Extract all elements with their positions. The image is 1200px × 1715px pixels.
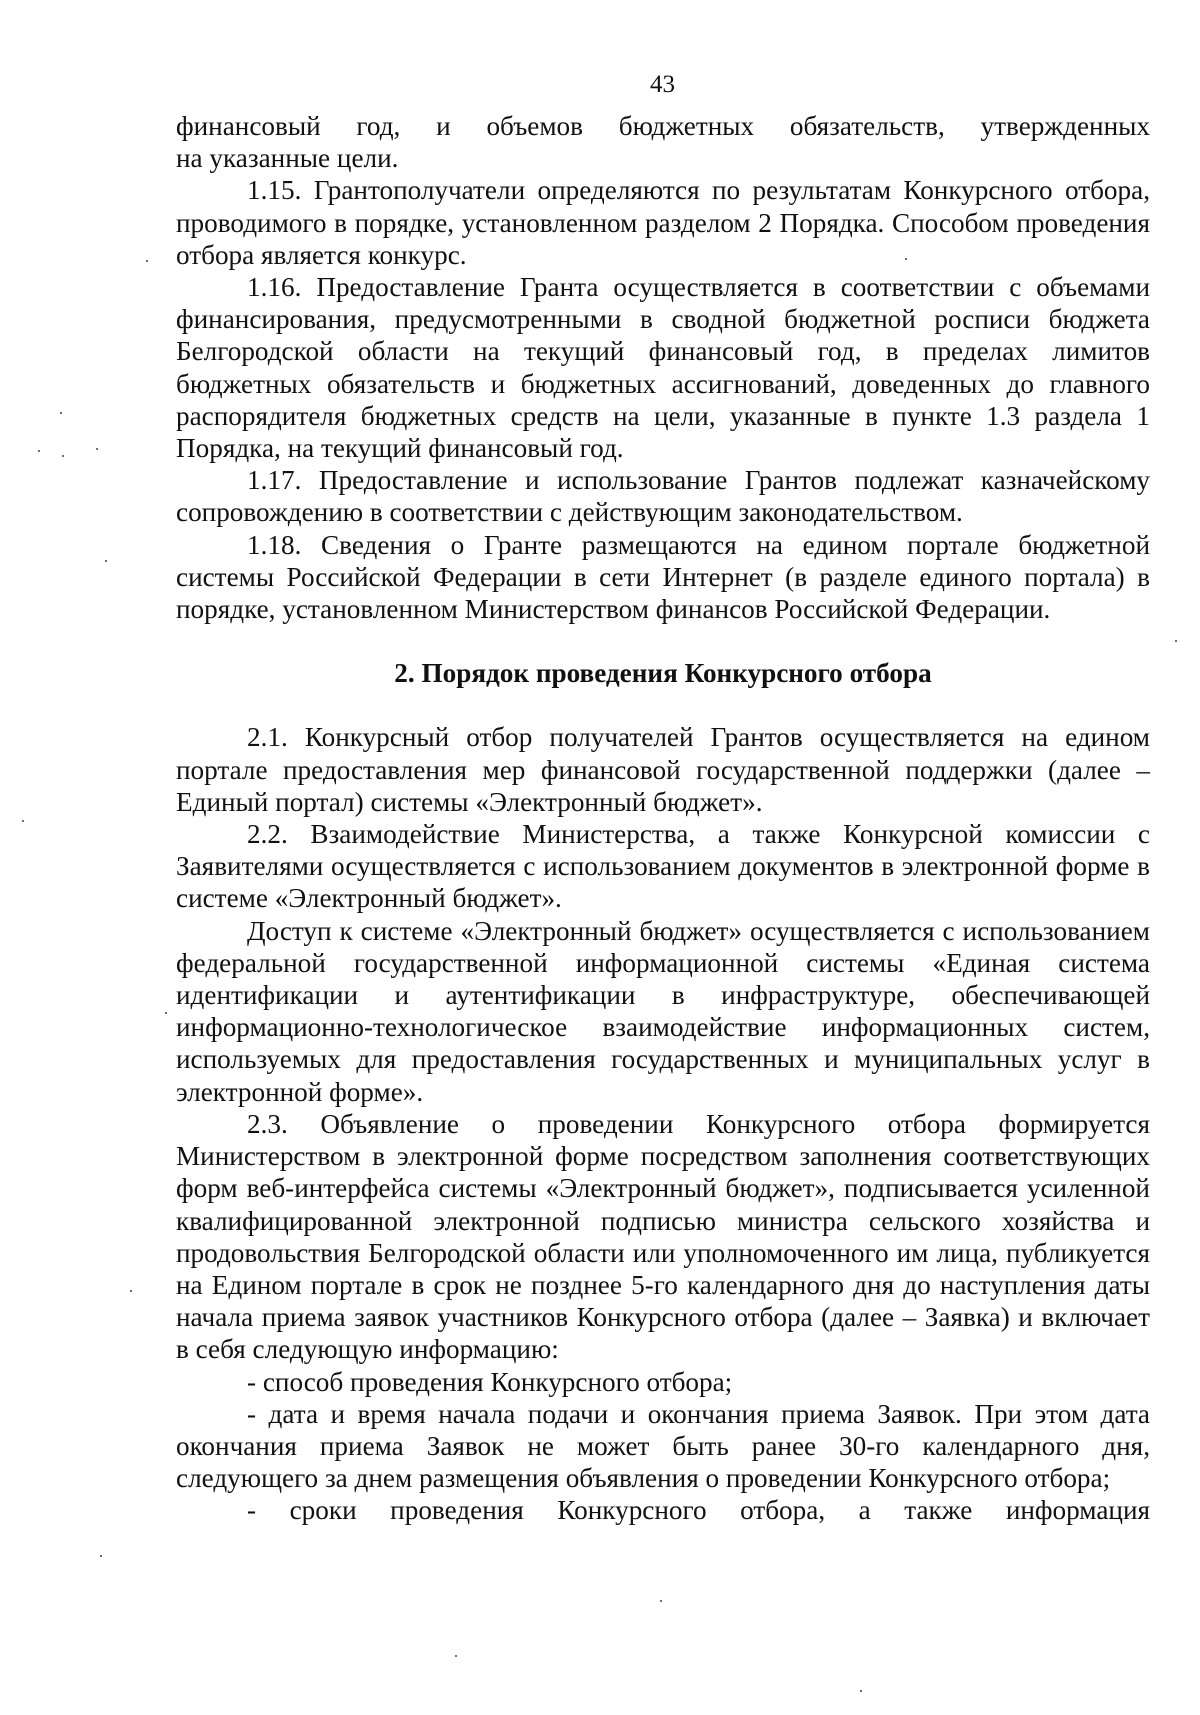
spacer [176, 625, 1150, 657]
list-item-dates: - дата и время начала подачи и окончания приема Заявок. При этом дата окончания приема Заявок не может быть ранее 30-го календарного дня, следующего за днем размещения объявления о проведении Конкурсного отбора; [176, 1398, 1150, 1494]
paragraph-continuation-line: финансовый год, и объемов бюджетных обязательств, утвержденных [176, 111, 1150, 141]
paragraph-2-2: 2.2. Взаимодействие Министерства, а также Конкурсной комиссии с Заявителями осуществляется с использованием документов в электронной форме в системе «Электронный бюджет». [176, 819, 1150, 914]
paragraph-1-18: 1.18. Сведения о Гранте размещаются на едином портале бюджетной системы Российской Федерации в сети Интернет (в разделе единого портала) в порядке, установленном Министерством финансов Российской Федерации. [176, 529, 1150, 625]
list-item-method: - способ проведения Конкурсного отбора; [247, 1366, 733, 1397]
paragraph-2-3: 2.3. Объявление о проведении Конкурсного отбора формируется Министерством в электронной форме посредством заполнения соответствующих форм веб-интерфейса системы «Электронный бюджет», подписывается усиленной квалифицированной электронной подписью министра сельского хозяйства и продовольствия Белгородской области или уполномоченного им лица, публикуется на Едином портале в срок не позднее 5-го календарного дня до наступления даты начала приема заявок участников Конкурсного отбора (далее – Заявка) и включает в себя следующую информацию: [176, 1108, 1150, 1365]
spacer [176, 689, 1150, 721]
list-item-terms: - сроки проведения Конкурсного отбора, а также информация [247, 1495, 1150, 1526]
document-body [176, 110, 1150, 1527]
paragraph-1-16: 1.16. Предоставление Гранта осуществляется в соответствии с объемами финансирования, предусмотренными в сводной бюджетной росписи бюджета Белгородской области на текущий финансовый год, в пределах лимитов бюджетных обязательств и бюджетных ассигнований, доведенных до главного распорядителя бюджетных средств на цели, указанные в пункте 1.3 раздела 1 Порядка, на текущий финансовый год. [176, 272, 1150, 464]
paragraph-access: Доступ к системе «Электронный бюджет» осуществляется с использованием федеральной государственной информационной системы «Единая система идентификации и аутентификации в инфраструктуре, обеспечивающей информационно-технологическое взаимодействие информационных систем, используемых для предоставления государственных и муниципальных услуг в электронной форме». [176, 915, 1150, 1107]
page-number: 43 [650, 71, 675, 98]
paragraph-2-1: 2.1. Конкурсный отбор получателей Грантов осуществляется на едином портале предоставления мер финансовой государственной поддержки (далее – Единый портал) системы «Электронный бюджет». [176, 722, 1150, 817]
paragraph-1-17: 1.17. Предоставление и использование Грантов подлежат казначейскому сопровождению в соответствии с действующим законодательством. [176, 465, 1150, 528]
section-heading: 2. Порядок проведения Конкурсного отбора [394, 658, 932, 689]
paragraph-1-15: 1.15. Грантополучатели определяются по результатам Конкурсного отбора, проводимого в порядке, установленном разделом 2 Порядка. Способом проведения отбора является конкурс. [176, 175, 1150, 270]
paragraph-continuation-end: на указанные цели. [176, 143, 399, 174]
